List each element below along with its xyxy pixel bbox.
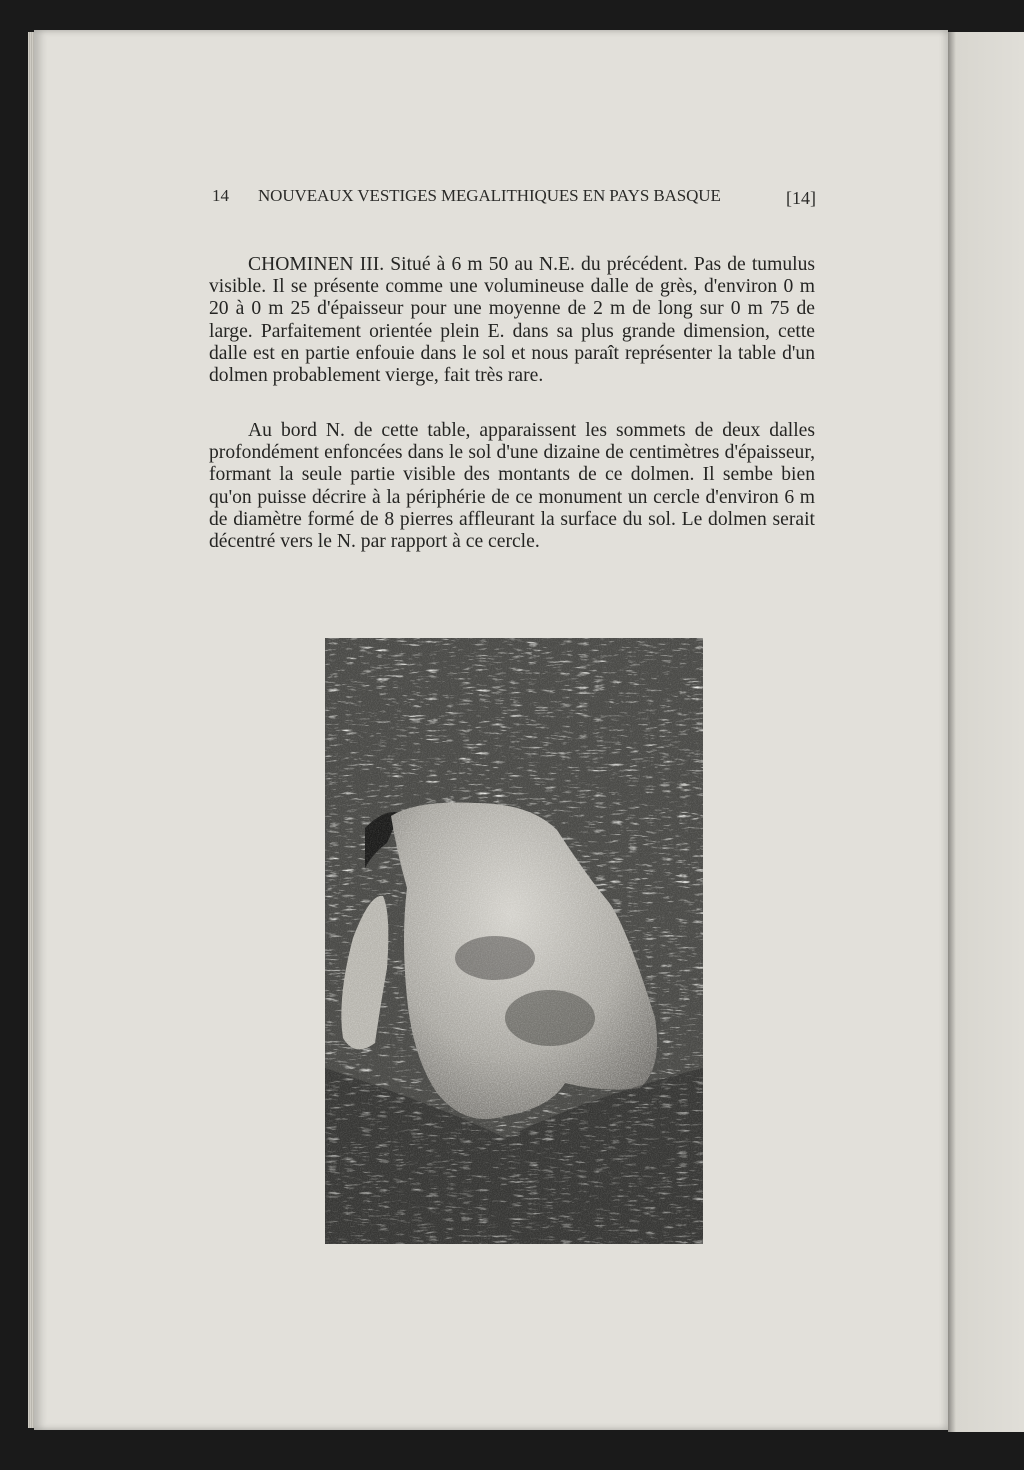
paragraph-north-edge: Au bord N. de cette table, apparaissent les sommets de deux dalles profondément enfoncées dans le sol d'une dizaine de centimètres d'épaisseur, formant la seule partie visible des montants de ce dolmen. Il sembe bien qu'on puisse décrire à la périphérie de ce monument un cercle d'environ 6 m de diamètre formé de 8 pierres affleurant la surface du sol. Le dolmen serait décentré vers le N. par rapport à ce cercle. — [209, 420, 815, 553]
facing-page-edge — [948, 32, 1024, 1432]
bracket-page-number: [14] — [786, 188, 816, 208]
running-header — [212, 186, 816, 210]
dolmen-photograph — [325, 638, 703, 1244]
page-number: 14 — [212, 186, 229, 205]
paragraph-chominen-iii: CHOMINEN III. Situé à 6 m 50 au N.E. du précédent. Pas de tumulus visible. Il se présente comme une volumineuse dalle de grès, d'environ 0 m 20 à 0 m 25 d'épaisseur pour une moyenne de 2 m de long sur 0 m 75 de large. Parfaitement orientée plein E. dans sa plus grande dimension, cette dalle est en partie enfouie dans le sol et nous paraît représenter la table d'un dolmen probablement vierge, fait très rare. — [209, 254, 815, 387]
running-title: NOUVEAUX VESTIGES MEGALITHIQUES EN PAYS BASQUE — [258, 186, 721, 205]
photo-image — [325, 638, 703, 1244]
